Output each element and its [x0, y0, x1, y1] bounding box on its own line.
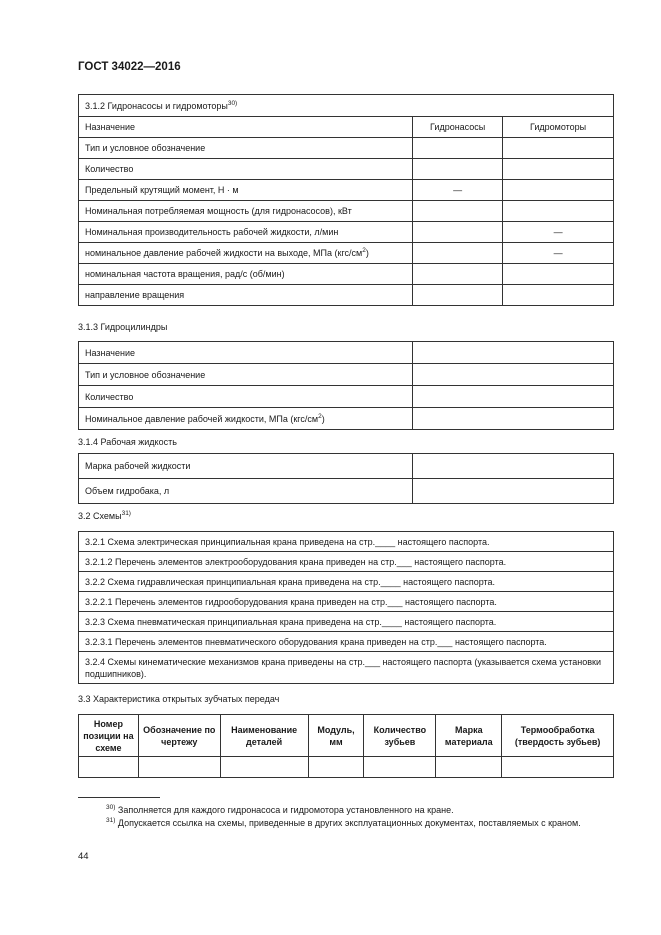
col-parts: Наименование деталей — [220, 715, 308, 757]
col-teeth: Количество зубьев — [364, 715, 436, 757]
col-drawing: Обозначение по чертежу — [138, 715, 220, 757]
footnote-ref-31: 31) — [121, 510, 131, 517]
footnote-ref-30: 30) — [227, 99, 238, 107]
table-row: Предельный крутящий момент, Н · м — — [79, 180, 614, 201]
table-row: 3.2.1 Схема электрическая принципиальная крана приведена на стр.____ настоящего паспорта. — [79, 532, 614, 552]
table-row: Тип и условное обозначение — [79, 138, 614, 159]
table-row: номинальное давление рабочей жидкости на выходе, МПа $(кгс/см^2)$ — — [79, 243, 614, 264]
empty-cell[interactable] — [220, 757, 308, 778]
table-row: 3.2.3 Схема пневматическая принципиальная крана приведена на стр.____ настоящего паспорта. — [79, 612, 614, 632]
table-row: 3.2.3.1 Перечень элементов пневматического оборудования крана приведен на стр.___ настоящего паспорта. — [79, 632, 614, 652]
col-purpose: Назначение — [79, 117, 413, 138]
document-id: ГОСТ 34022—2016 — [78, 61, 181, 73]
table-row: номинальная частота вращения, рад/с (об/мин) — [79, 264, 614, 285]
motor-cell[interactable] — [503, 201, 614, 222]
schemes-section-title: 3.2 Схемы$^{31)}$ — [78, 510, 131, 521]
table-row: 3.2.2 Схема гидравлическая принципиальная крана приведена на стр.____ настоящего паспорта. — [79, 572, 614, 592]
schemes-table — [78, 531, 614, 684]
table-row: Номинальная потребляемая мощность (для гидронасосов), кВт — [79, 201, 614, 222]
pump-cell[interactable] — [413, 201, 503, 222]
value-cell[interactable] — [413, 408, 614, 430]
table-row: Тип и условное обозначение — [79, 364, 614, 386]
table-row: Номинальная производительность рабочей жидкости, л/мин — — [79, 222, 614, 243]
footnote-divider — [78, 797, 160, 798]
value-cell[interactable] — [413, 364, 614, 386]
empty-cell[interactable] — [79, 757, 139, 778]
empty-cell[interactable] — [308, 757, 364, 778]
empty-cell[interactable] — [364, 757, 436, 778]
table-row: Количество — [79, 386, 614, 408]
table-row: 3.2.4 Схемы кинематические механизмов крана приведены на стр.___ настоящего паспорта (указывается схема установки подшипников). — [79, 652, 614, 684]
table-row: 3.2.2.1 Перечень элементов гидрооборудования крана приведен на стр.___ настоящего паспорта. — [79, 592, 614, 612]
pump-cell[interactable] — [413, 285, 503, 306]
gears-section-title: 3.3 Характеристика открытых зубчатых передач — [78, 694, 280, 704]
pumps-motors-table — [78, 94, 614, 306]
pump-cell[interactable] — [413, 159, 503, 180]
pump-cell[interactable] — [413, 222, 503, 243]
value-cell[interactable] — [413, 479, 614, 504]
pumps-section-title: 3.1.2 Гидронасосы и гидромоторы$^{30)}$ — [79, 95, 614, 117]
table-row: Номинальное давление рабочей жидкости, МПа $(кгс/см^2)$ — [79, 408, 614, 430]
footnote-30: $^{30)}$ Заполняется для каждого гидронасоса и гидромотора установленного на кране. — [106, 804, 454, 815]
motor-cell[interactable] — [503, 285, 614, 306]
cylinders-section-title: 3.1.3 Гидроцилиндры — [78, 322, 168, 332]
motor-cell[interactable]: — — [503, 222, 614, 243]
empty-cell[interactable] — [502, 757, 614, 778]
table-row: направление вращения — [79, 285, 614, 306]
fluid-section-title: 3.1.4 Рабочая жидкость — [78, 437, 177, 447]
col-material: Марка материала — [436, 715, 502, 757]
table-row: Объем гидробака, л — [79, 479, 614, 504]
motor-cell[interactable] — [503, 180, 614, 201]
fluid-table — [78, 453, 614, 504]
gears-header-row — [79, 715, 614, 757]
pump-cell[interactable] — [413, 264, 503, 285]
footnote-31: $^{31)}$ Допускается ссылка на схемы, приведенные в других эксплуатационных документах, поставляемых с краном. — [106, 817, 581, 828]
col-heat-treatment: Термообработка (твердость зубьев) — [502, 715, 614, 757]
pump-cell[interactable] — [413, 138, 503, 159]
value-cell[interactable] — [413, 386, 614, 408]
pump-cell[interactable]: — — [413, 180, 503, 201]
empty-cell[interactable] — [436, 757, 502, 778]
table-row: Назначение — [79, 342, 614, 364]
page-number: 44 — [78, 851, 89, 862]
value-cell[interactable] — [413, 454, 614, 479]
empty-cell[interactable] — [138, 757, 220, 778]
gears-table — [78, 714, 614, 778]
col-motors: Гидромоторы — [503, 117, 614, 138]
motor-cell[interactable]: — — [503, 243, 614, 264]
col-pumps: Гидронасосы — [413, 117, 503, 138]
table-row: 3.2.1.2 Перечень элементов электрооборудования крана приведен на стр.___ настоящего паспорта. — [79, 552, 614, 572]
pump-cell[interactable] — [413, 243, 503, 264]
cylinders-table — [78, 341, 614, 430]
value-cell[interactable] — [413, 342, 614, 364]
col-module: Модуль, мм — [308, 715, 364, 757]
motor-cell[interactable] — [503, 138, 614, 159]
table-row — [79, 757, 614, 778]
col-position: Номер позиции на схеме — [79, 715, 139, 757]
table-row: Количество — [79, 159, 614, 180]
motor-cell[interactable] — [503, 264, 614, 285]
motor-cell[interactable] — [503, 159, 614, 180]
table-row: Марка рабочей жидкости — [79, 454, 614, 479]
